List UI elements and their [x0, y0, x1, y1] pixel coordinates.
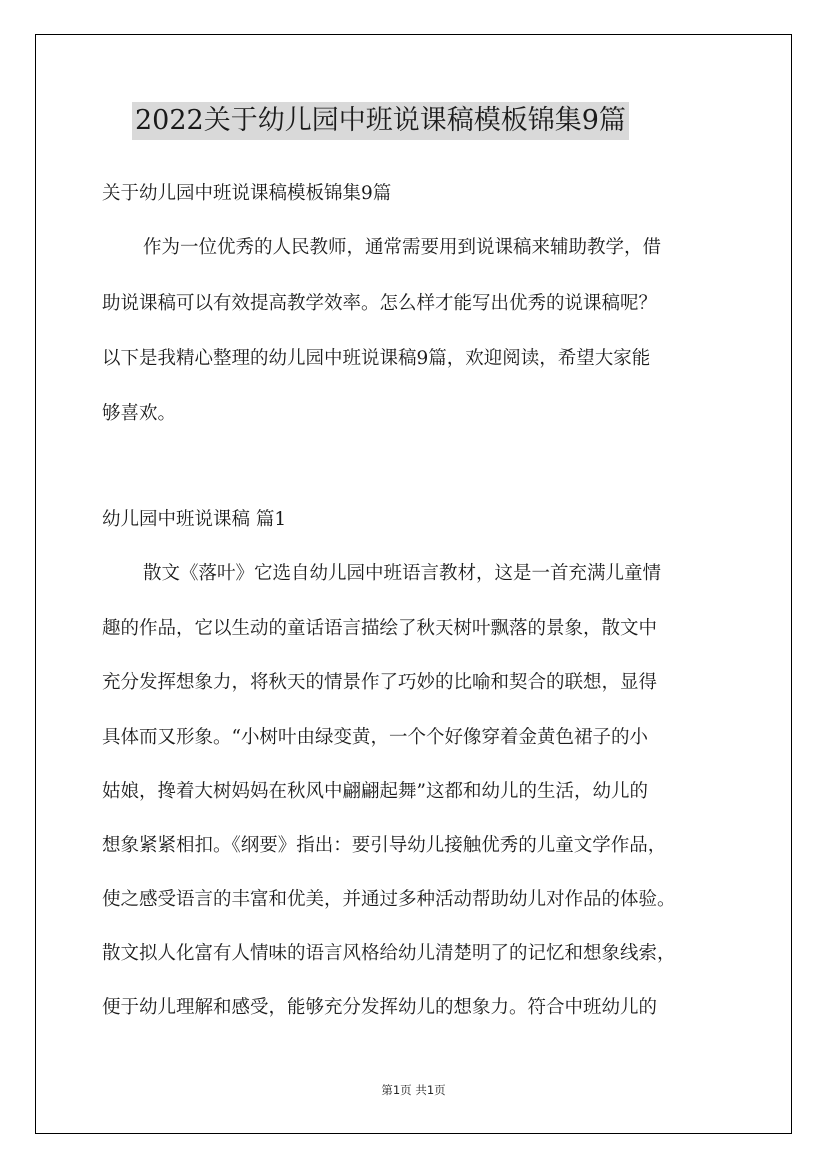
intro-line: 够喜欢。 — [102, 403, 177, 424]
intro-line: 助说课稿可以有效提高教学效率。怎么样才能写出优秀的说课稿呢？ — [102, 293, 658, 314]
section-heading: 幼儿园中班说课稿 篇1 — [102, 509, 287, 530]
body-line: 充分发挥想象力，将秋天的情景作了巧妙的比喻和契合的联想，显得 — [102, 672, 658, 693]
intro-line: 作为一位优秀的人民教师，通常需要用到说课稿来辅助教学，借 — [143, 237, 662, 258]
body-line: 散文《落叶》它选自幼儿园中班语言教材，这是一首充满儿童情 — [143, 563, 662, 584]
body-line: 姑娘，搀着大树妈妈在秋风中翩翩起舞”这都和幼儿的生活，幼儿的 — [102, 781, 648, 802]
intro-line: 以下是我精心整理的幼儿园中班说课稿9篇，欢迎阅读，希望大家能 — [102, 348, 651, 369]
body-line: 便于幼儿理解和感受，能够充分发挥幼儿的想象力。符合中班幼儿的 — [102, 997, 658, 1018]
document-title: 2022关于幼儿园中班说课稿模板锦集9篇 — [132, 102, 629, 140]
body-line: 趣的作品，它以生动的童话语言描绘了秋天树叶飘落的景象，散文中 — [102, 618, 658, 639]
body-line: 想象紧紧相扣。《纲要》指出：要引导幼儿接触优秀的儿童文学作品， — [102, 835, 667, 856]
body-line: 使之感受语言的丰富和优美，并通过多种活动帮助幼儿对作品的体验。 — [102, 889, 676, 910]
page-footer: 第1页 共1页 — [381, 1083, 446, 1097]
body-line: 具体而又形象。“小树叶由绿变黄，一个个好像穿着金黄色裙子的小 — [102, 727, 648, 748]
body-line: 散文拟人化富有人情味的语言风格给幼儿清楚明了的记忆和想象线索， — [102, 943, 676, 964]
document-subtitle: 关于幼儿园中班说课稿模板锦集9篇 — [102, 183, 392, 204]
